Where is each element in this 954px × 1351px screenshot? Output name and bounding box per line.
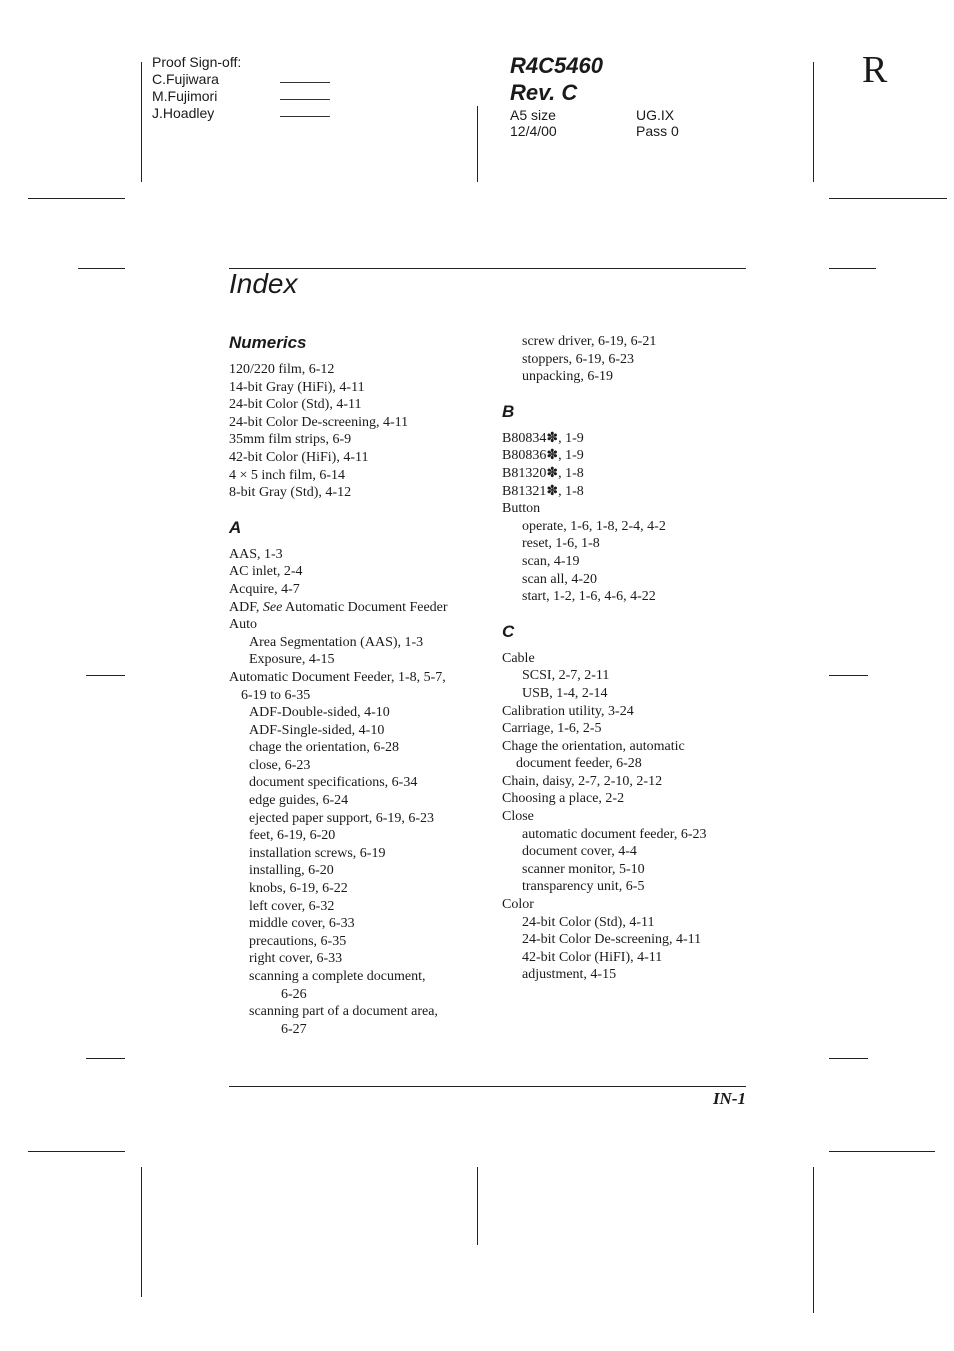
- signoff-title: Proof Sign-off:: [152, 54, 242, 70]
- index-entry: 24-bit Color (Std), 4-11: [229, 397, 362, 413]
- index-entry: Cable: [502, 650, 535, 666]
- crop-mark: [86, 675, 125, 676]
- index-subentry: knobs, 6-19, 6-22: [249, 881, 348, 897]
- corner-mark: R: [862, 49, 888, 91]
- index-subentry: document cover, 4-4: [522, 844, 637, 860]
- index-entry: 14-bit Gray (HiFi), 4-11: [229, 379, 365, 395]
- meta-row: [510, 123, 679, 139]
- section-heading: A: [229, 517, 242, 537]
- index-entry: Acquire, 4-7: [229, 581, 300, 597]
- index-subentry: document specifications, 6-34: [249, 775, 418, 791]
- index-subentry: 24-bit Color De-screening, 4-11: [522, 932, 702, 948]
- index-entry: Carriage, 1-6, 2-5: [502, 721, 602, 737]
- index-entry: 42-bit Color (HiFi), 4-11: [229, 449, 369, 465]
- see-reference: See: [262, 599, 283, 615]
- crop-mark: [477, 1167, 478, 1245]
- index-subentry: scanning part of a document area,: [249, 1004, 438, 1020]
- index-entry: Button: [502, 501, 541, 517]
- doc-code: R4C5460: [510, 53, 603, 78]
- signer-name: J.Hoadley: [152, 105, 215, 121]
- signature-line: [280, 88, 330, 100]
- index-subentry: ejected paper support, 6-19, 6-23: [249, 810, 435, 826]
- index-subentry: feet, 6-19, 6-20: [249, 828, 336, 844]
- index-subentry: scanning a complete document,: [249, 969, 426, 984]
- index-subentry: USB, 1-4, 2-14: [522, 685, 608, 701]
- index-entry: 35mm film strips, 6-9: [229, 432, 352, 448]
- index-subentry: Exposure, 4-15: [249, 652, 335, 668]
- crop-mark: [28, 198, 125, 199]
- crop-mark: [141, 1167, 142, 1297]
- index-entry: 6-26: [281, 986, 307, 1002]
- index-subentry: 24-bit Color (Std), 4-11: [522, 914, 655, 930]
- index-entry: 24-bit Color De-screening, 4-11: [229, 414, 409, 430]
- index-entry: 6-19 to 6-35: [241, 687, 311, 703]
- index-entry: B80836✽, 1-9: [502, 448, 584, 464]
- pass-number: Pass 0: [636, 123, 679, 139]
- crop-mark: [829, 1151, 935, 1152]
- index-subentry: Area Segmentation (AAS), 1-3: [249, 634, 424, 650]
- index-subentry: automatic document feeder, 6-23: [522, 826, 707, 842]
- page-title: Index: [229, 268, 298, 299]
- index-entry: 4 × 5 inch film, 6-14: [229, 467, 345, 483]
- crop-mark: [28, 1151, 125, 1152]
- index-entry: Chain, daisy, 2-7, 2-10, 2-12: [502, 773, 663, 789]
- index-subentry: edge guides, 6-24: [249, 793, 349, 809]
- index-subentry: middle cover, 6-33: [249, 916, 355, 932]
- crop-mark: [829, 268, 876, 269]
- crop-mark: [813, 62, 814, 182]
- signoff-row: [152, 71, 330, 88]
- page-size: A5 size: [510, 107, 556, 123]
- index-subentry: screw driver, 6-19, 6-21: [522, 334, 657, 349]
- index-entry: Choosing a place, 2-2: [502, 791, 625, 807]
- index-entry: document feeder, 6-28: [516, 756, 642, 772]
- index-subentry: start, 1-2, 1-6, 4-6, 4-22: [522, 589, 656, 605]
- index-subentry: ADF-Single-sided, 4-10: [249, 722, 385, 738]
- index-subentry: scan all, 4-20: [522, 571, 598, 587]
- index-entry: Automatic Document Feeder, 1-8, 5-7,: [229, 669, 446, 685]
- index-subentry: transparency unit, 6-5: [522, 879, 645, 895]
- crop-mark: [141, 62, 142, 182]
- index-subentry: adjustment, 4-15: [522, 967, 617, 983]
- index-entry: Auto: [229, 617, 257, 633]
- index-entry: AAS, 1-3: [229, 546, 283, 562]
- index-entry: 8-bit Gray (Std), 4-12: [229, 485, 352, 501]
- signer-name: C.Fujiwara: [152, 71, 219, 87]
- index-subentry: ADF-Double-sided, 4-10: [249, 705, 390, 721]
- proof-signoff: [152, 54, 330, 122]
- document-code: [510, 52, 603, 106]
- index-entry: B80834✽, 1-9: [502, 430, 584, 446]
- section-heading: Numerics: [229, 333, 307, 352]
- index-subentry: stoppers, 6-19, 6-23: [522, 351, 634, 367]
- signature-line: [280, 105, 330, 117]
- footer-rule: [229, 1086, 746, 1087]
- crop-mark: [829, 675, 868, 676]
- index-subentry: 42-bit Color (HiFI), 4-11: [522, 949, 663, 965]
- crop-mark: [829, 198, 947, 199]
- index-column-right: [502, 333, 746, 984]
- signature-line: [280, 71, 330, 83]
- index-entry: AC inlet, 2-4: [229, 564, 303, 580]
- revision: Rev. C: [510, 80, 578, 105]
- signoff-row: [152, 88, 330, 105]
- index-entry: Calibration utility, 3-24: [502, 703, 634, 719]
- meta-row: [510, 107, 679, 123]
- index-entry: Color: [502, 897, 534, 913]
- index-subentry: operate, 1-6, 1-8, 2-4, 4-2: [522, 518, 666, 534]
- index-subentry: scan, 4-19: [522, 553, 580, 569]
- crop-mark: [78, 268, 125, 269]
- section-heading: C: [502, 621, 515, 641]
- index-subentry: SCSI, 2-7, 2-11: [522, 668, 610, 684]
- doc-date: 12/4/00: [510, 123, 557, 139]
- page-number: IN-1: [712, 1089, 746, 1108]
- index-subentry: close, 6-23: [249, 757, 311, 773]
- index-entry: B81321✽, 1-8: [502, 483, 584, 499]
- index-subentry: unpacking, 6-19: [522, 369, 613, 385]
- index-entry: [229, 599, 481, 617]
- index-entry: B81320✽, 1-8: [502, 465, 584, 481]
- index-entry: 120/220 film, 6-12: [229, 362, 335, 377]
- index-subentry: precautions, 6-35: [249, 933, 347, 949]
- entry-text: ADF,: [229, 599, 263, 615]
- title-rule: [229, 268, 746, 269]
- index-entry: Close: [502, 809, 534, 825]
- index-subentry: scanner monitor, 5-10: [522, 861, 645, 877]
- crop-mark: [829, 1058, 868, 1059]
- index-column-left: [229, 333, 481, 1038]
- doc-section: UG.IX: [636, 107, 675, 123]
- crop-mark: [86, 1058, 125, 1059]
- index-subentry: reset, 1-6, 1-8: [522, 536, 600, 552]
- index-subentry: chage the orientation, 6-28: [249, 740, 400, 756]
- signer-name: M.Fujimori: [152, 88, 218, 104]
- index-entry: 6-27: [281, 1021, 307, 1037]
- document-meta: [510, 107, 679, 139]
- entry-text: Automatic Document Feeder: [282, 599, 448, 615]
- index-subentry: left cover, 6-32: [249, 898, 335, 914]
- signoff-row: [152, 105, 330, 122]
- index-subentry: installing, 6-20: [249, 863, 334, 879]
- index-subentry: right cover, 6-33: [249, 951, 343, 967]
- index-subentry: installation screws, 6-19: [249, 845, 386, 861]
- crop-mark: [477, 106, 478, 182]
- section-heading: B: [502, 401, 515, 421]
- index-entry: Chage the orientation, automatic: [502, 738, 685, 754]
- crop-mark: [813, 1167, 814, 1313]
